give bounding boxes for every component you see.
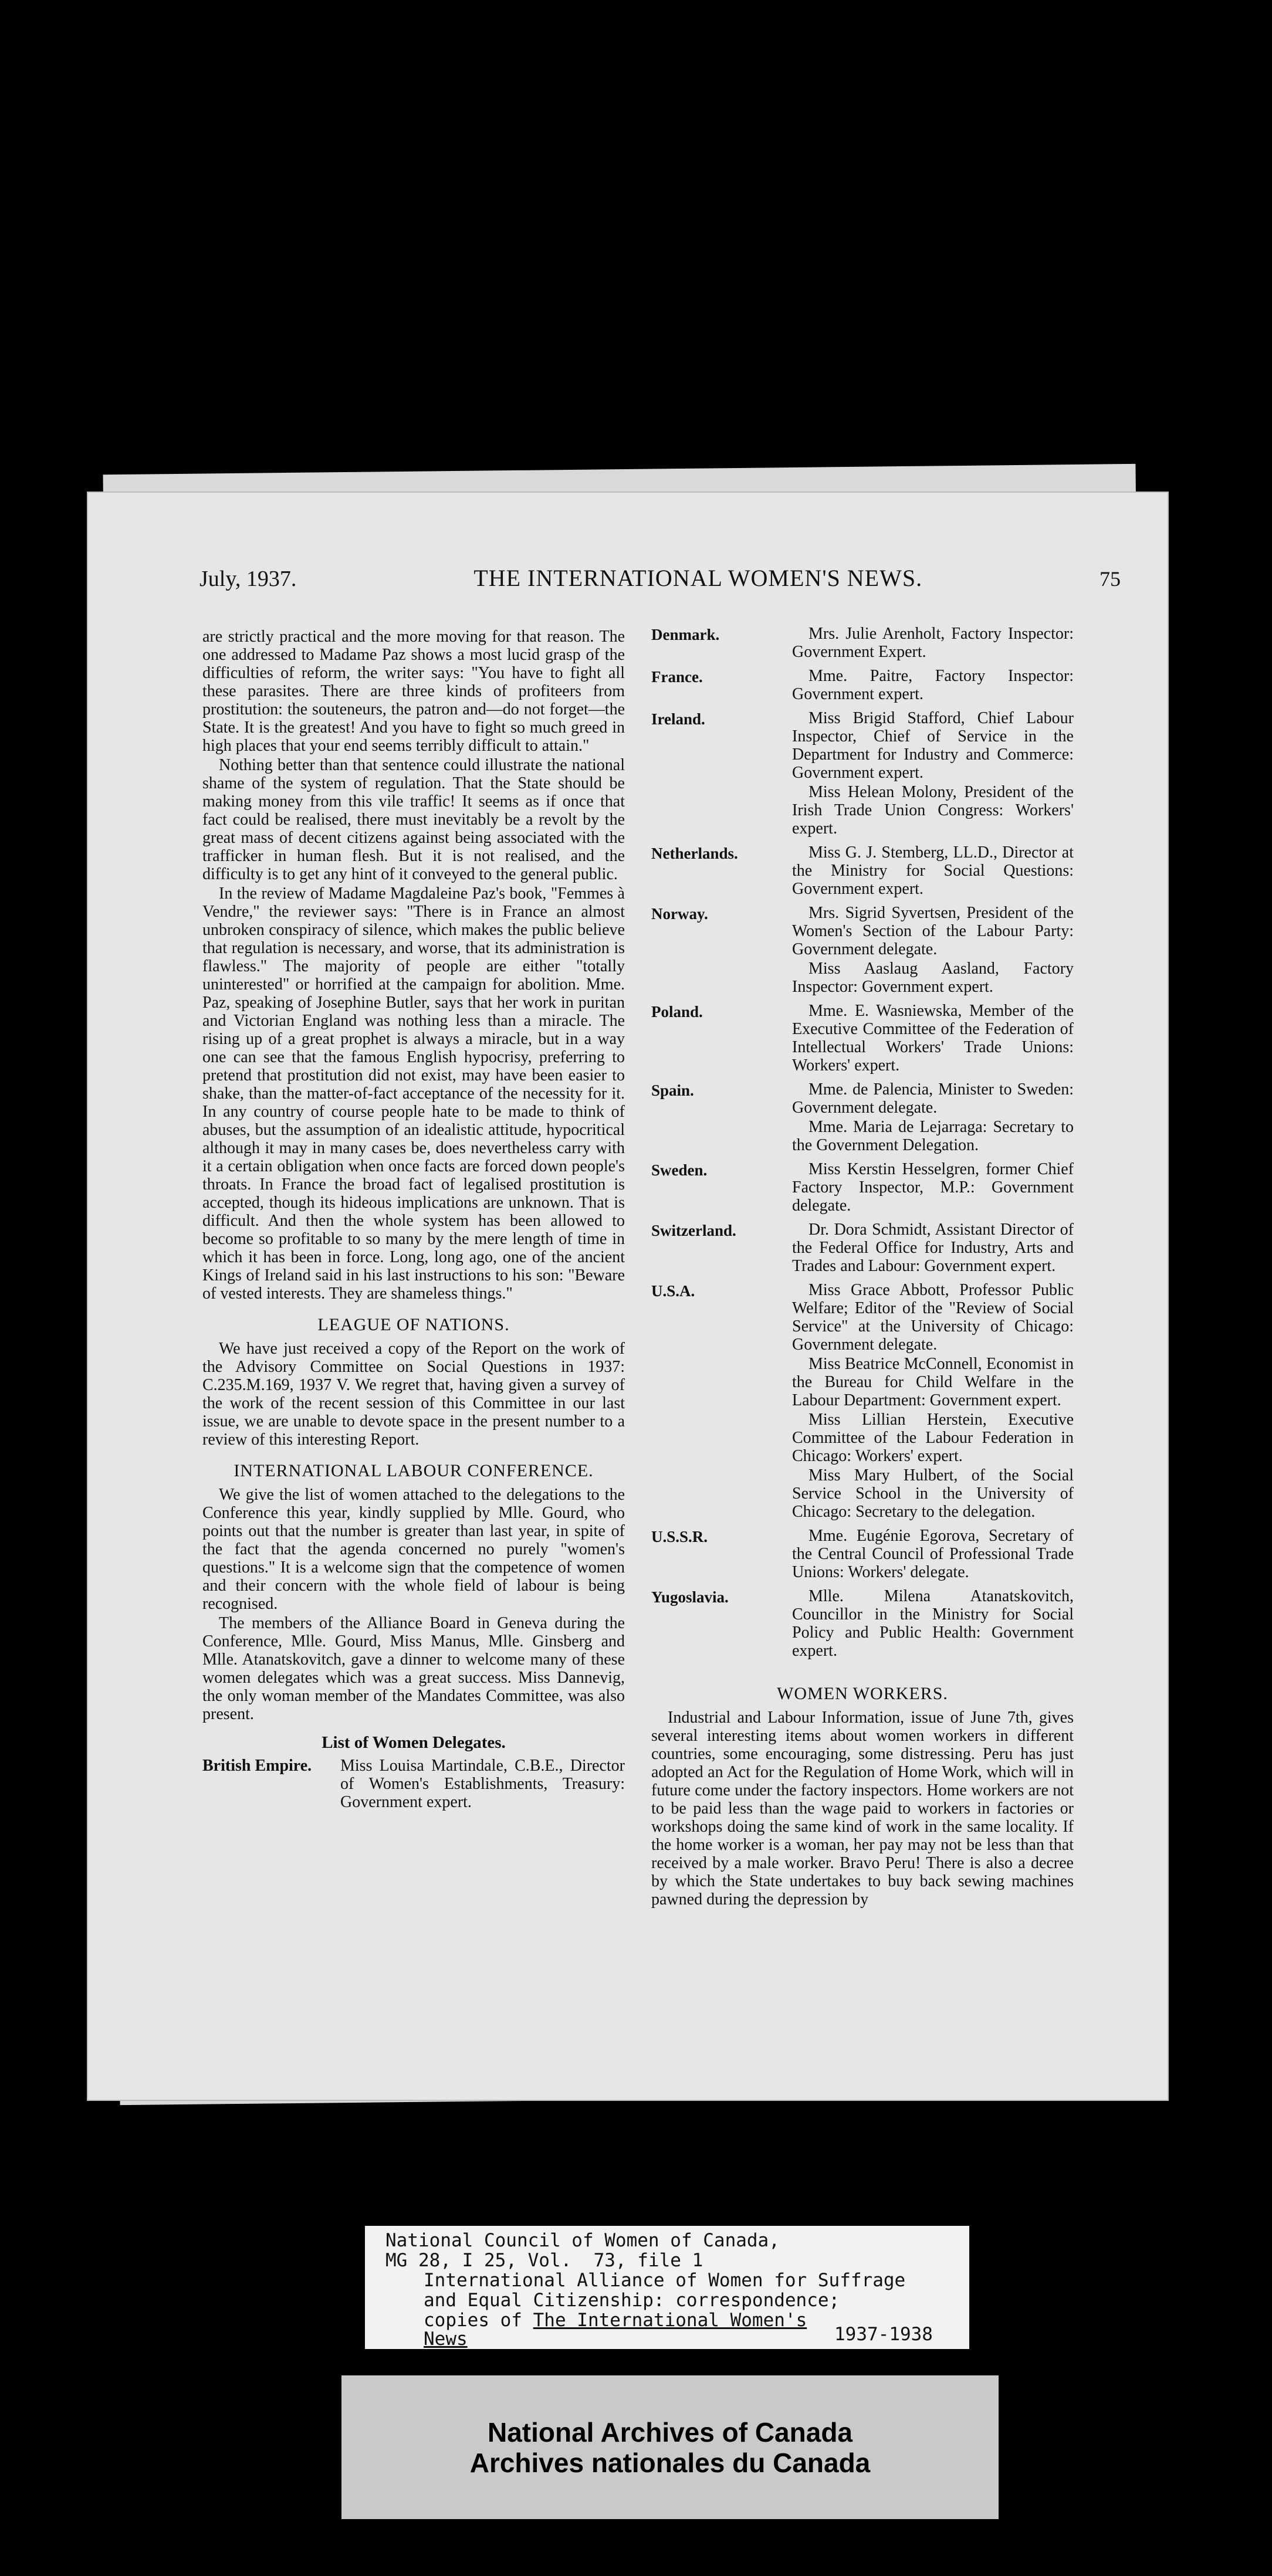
delegate-list [792,843,1074,899]
label-line: MG 28, I 25, Vol. 73, file 1 [385,2250,703,2271]
delegate-list [792,1080,1074,1155]
country-name: Yugoslavia. [651,1588,729,1606]
publication-title: THE INTERNATIONAL WOMEN'S NEWS. [473,565,923,591]
delegate-entry: Miss Louisa Martindale, C.B.E., Director of Women's Establishments, Treasury: Government expert. [340,1757,625,1811]
paragraph: Nothing better than that sentence could illustrate the national shame of the system of regulation. That the State should be making money from this vile traffic! It seems as if once that fact could be realised, there must inevitably be a revolt by the great mass of decent citizens against being associated with the trafficker in human flesh. But it is not realised, and the difficulty is to get any hint of it conveyed to the general public. [202,756,625,883]
country-name: Netherlands. [651,845,738,862]
delegate-list [792,1221,1074,1276]
country-name: U.S.S.R. [651,1528,708,1545]
delegate-entry: Miss Brigid Stafford, Chief Labour Inspector, Chief of Service in the Department for Industry and Commerce: Government expert. [792,709,1074,782]
ilc-heading: INTERNATIONAL LABOUR CONFERENCE. [234,1461,594,1480]
delegate-entry: Mme. E. Wasniewska, Member of the Executive Committee of the Federation of Intellectual Workers' Trade Unions: Workers' expert. [792,1002,1074,1075]
page-header [199,564,1121,599]
delegate-entry: Miss G. J. Stemberg, LL.D., Director at the Ministry for Social Questions: Government expert. [792,843,1074,898]
league-heading: LEAGUE OF NATIONS. [317,1315,510,1334]
delegate-row [651,1281,1074,1522]
country-name: Sweden. [651,1161,708,1179]
delegate-entry: Miss Aaslaug Aasland, Factory Inspector: Government expert. [792,960,1074,996]
delegate-entry: Miss Kerstin Hesselgren, former Chief Factory Inspector, M.P.: Government delegate. [792,1160,1074,1215]
delegate-entry: Mrs. Julie Arenholt, Factory Inspector: Government Expert. [792,625,1074,661]
archive-label [365,2226,969,2349]
page-number: 75 [1100,567,1121,591]
delegate-entry: Mrs. Sigrid Syvertsen, President of the Women's Section of the Labour Party: Government delegate. [792,904,1074,958]
delegate-row [651,1080,1074,1155]
delegate-list [792,904,1074,997]
delegate-list [792,1527,1074,1582]
paragraph: In the review of Madame Magdaleine Paz's book, "Femmes à Vendre," the reviewer says: "There is in France an almost unbroken conspiracy of silence, which makes the public believe that regulation is necessary, and worse, that its administration is flawless." The majority of people are either "totally uninterested" or horrified at the campaign for abolition. Mme. Paz, speaking of Josephine Butler, says that her work in puritan and Victorian England was nothing less than a miracle. The rising up of a great prophet is always a miracle, but in a way one can see that the famous English hypocrisy, preferring to pretend that prostitution did not exist, may have been easier to shake, than the matter-of-fact acceptance of the necessity for it. In any country of course people hate to be made to think of abuses, but the assumption of an idealistic attitude, hypocritical although it may in many cases be, does nevertheless carry with it a certain obligation when once facts are forced down people's throats. In France the broad fact of legalised prostitution is accepted, though its hideous implications are unknown. That is difficult. And then the whole system has been allowed to become so profitable to so many by the mere length of time in which it has been in force. Long, long ago, one of the ancient Kings of Ireland said in his last instructions to his son: "Beware of vested interests. They are shameless things." [202,884,625,1303]
label-prefix: copies of [424,2310,533,2331]
country-name: Denmark. [651,626,720,643]
delegate-entry: Miss Beatrice McConnell, Economist in the Bureau for Child Welfare in the Labour Department: Government expert. [792,1355,1074,1409]
label-line: National Council of Women of Canada, [385,2230,780,2251]
label-line: International Alliance of Women for Suffrage [424,2270,906,2291]
country-name: U.S.A. [651,1282,695,1300]
women-workers-paragraph: Industrial and Labour Information, issue of June 7th, gives several interesting items about women workers in different countries, some encouraging, some distressing. Peru has just adopted an Act for the Regulation of Home Work, which will in future come under the factory inspectors. Home workers are not to be paid less than the wage paid to workers in factories or workshops doing the same kind of work in the same locality. If the home worker is a woman, her pay may not be less than that received by a male worker. Bravo Peru! There is also a decree by which the State undertakes to buy back sewing machines pawned during the depression by [651,1709,1074,1909]
delegate-list [792,1281,1074,1522]
delegate-row [651,1587,1074,1661]
label-title: News [424,2328,468,2350]
league-paragraph: We have just received a copy of the Report on the work of the Advisory Committee on Social Questions in 1937: C.235.M.169, 1937 V. We regret that, having given a survey of the work of the recent session of this Committee in our last issue, we are unable to devote space in the present number to a review of this interesting Report. [202,1340,625,1449]
label-years: 1937-1938 [834,2324,933,2345]
delegate-entry: Miss Mary Hulbert, of the Social Service School in the University of Chicago: Secretary to the delegation. [792,1466,1074,1521]
delegates-list-heading: List of Women Delegates. [322,1733,506,1752]
delegate-row [651,904,1074,997]
delegate-entry: Mme. Eugénie Egorova, Secretary of the Central Council of Professional Trade Unions: Workers' delegate. [792,1527,1074,1581]
delegate-entry: Dr. Dora Schmidt, Assistant Director of the Federal Office for Industry, Arts and Trades and Labour: Government expert. [792,1221,1074,1275]
issue-date: July, 1937. [199,567,297,591]
delegate-row [651,667,1074,704]
delegate-row [651,1160,1074,1216]
label-line: and Equal Citizenship: correspondence; [424,2290,840,2311]
delegate-entry: Mme. Maria de Lejarraga: Secretary to the Government Delegation. [792,1118,1074,1154]
archive-stamp [341,2375,999,2519]
archive-name-en: National Archives of Canada [487,2416,852,2448]
delegate-entry: Mme. de Palencia, Minister to Sweden: Government delegate. [792,1080,1074,1117]
delegate-list [792,625,1074,662]
country-name: Poland. [651,1003,703,1021]
left-column [202,628,625,1811]
delegate-list [792,1587,1074,1661]
ilc-paragraph: The members of the Alliance Board in Geneva during the Conference, Mlle. Gourd, Miss Manus, Mlle. Ginsberg and Mlle. Atanatskovitch, gave a dinner to welcome many of these women delegates which was a great success. Miss Dannevig, the only woman member of the Mandates Committee, was also present. [202,1614,625,1723]
country-name: Ireland. [651,710,705,728]
newspaper-page [88,493,1168,2100]
delegates-list [651,625,1074,1661]
women-workers-heading: WOMEN WORKERS. [777,1684,948,1703]
delegate-list [792,1002,1074,1076]
delegate-entry: Mme. Paitre, Factory Inspector: Government expert. [792,667,1074,703]
delegate-entry: Miss Helean Molony, President of the Irish Trade Union Congress: Workers' expert. [792,783,1074,838]
archive-name-fr: Archives nationales du Canada [469,2447,871,2478]
right-column [651,625,1074,1910]
delegate-entry: Miss Grace Abbott, Professor Public Welfare; Editor of the "Review of Social Service" at the University of Chicago: Government delegate. [792,1281,1074,1354]
country-name: British Empire. [202,1757,312,1775]
delegate-entry: Mlle. Milena Atanatskovitch, Councillor in the Ministry for Social Policy and Public Health: Government expert. [792,1587,1074,1660]
label-title: The International Women's [533,2310,807,2331]
delegate-list [792,667,1074,704]
country-name: Spain. [651,1082,694,1099]
delegate-row [651,625,1074,662]
delegate-list [792,1160,1074,1216]
delegate-row [651,843,1074,899]
country-name: Switzerland. [651,1222,736,1239]
delegate-list [792,709,1074,839]
country-name: France. [651,668,703,686]
label-line [424,2329,468,2349]
delegate-row [651,709,1074,839]
delegate-row [651,1221,1074,1276]
paragraph: are strictly practical and the more moving for that reason. The one addressed to Madame Paz shows a most lucid grasp of the difficulties of reform, the writer says: "You have to fight all these parasites. There are three kinds of profiteers from prostitution: the souteneurs, the patron and—do not forget—the State. It is the greatest! And you have to fight so much greed in high places that your end seems terribly difficult to attain." [202,628,625,755]
delegate-row [651,1527,1074,1582]
ilc-paragraph: We give the list of women attached to the delegations to the Conference this year, kindly supplied by Mlle. Gourd, who points out that the number is greater than last year, in spite of the fact that the agenda concerned no purely "women's questions." It is a welcome sign that the competence of women and their concern with the whole field of labour is being recognised. [202,1486,625,1613]
label-line [424,2310,807,2330]
delegate-row [651,1002,1074,1076]
delegate-row [202,1757,625,1811]
delegate-entry: Miss Lillian Herstein, Executive Committee of the Labour Federation in Chicago: Workers' expert. [792,1411,1074,1465]
country-name: Norway. [651,905,708,923]
